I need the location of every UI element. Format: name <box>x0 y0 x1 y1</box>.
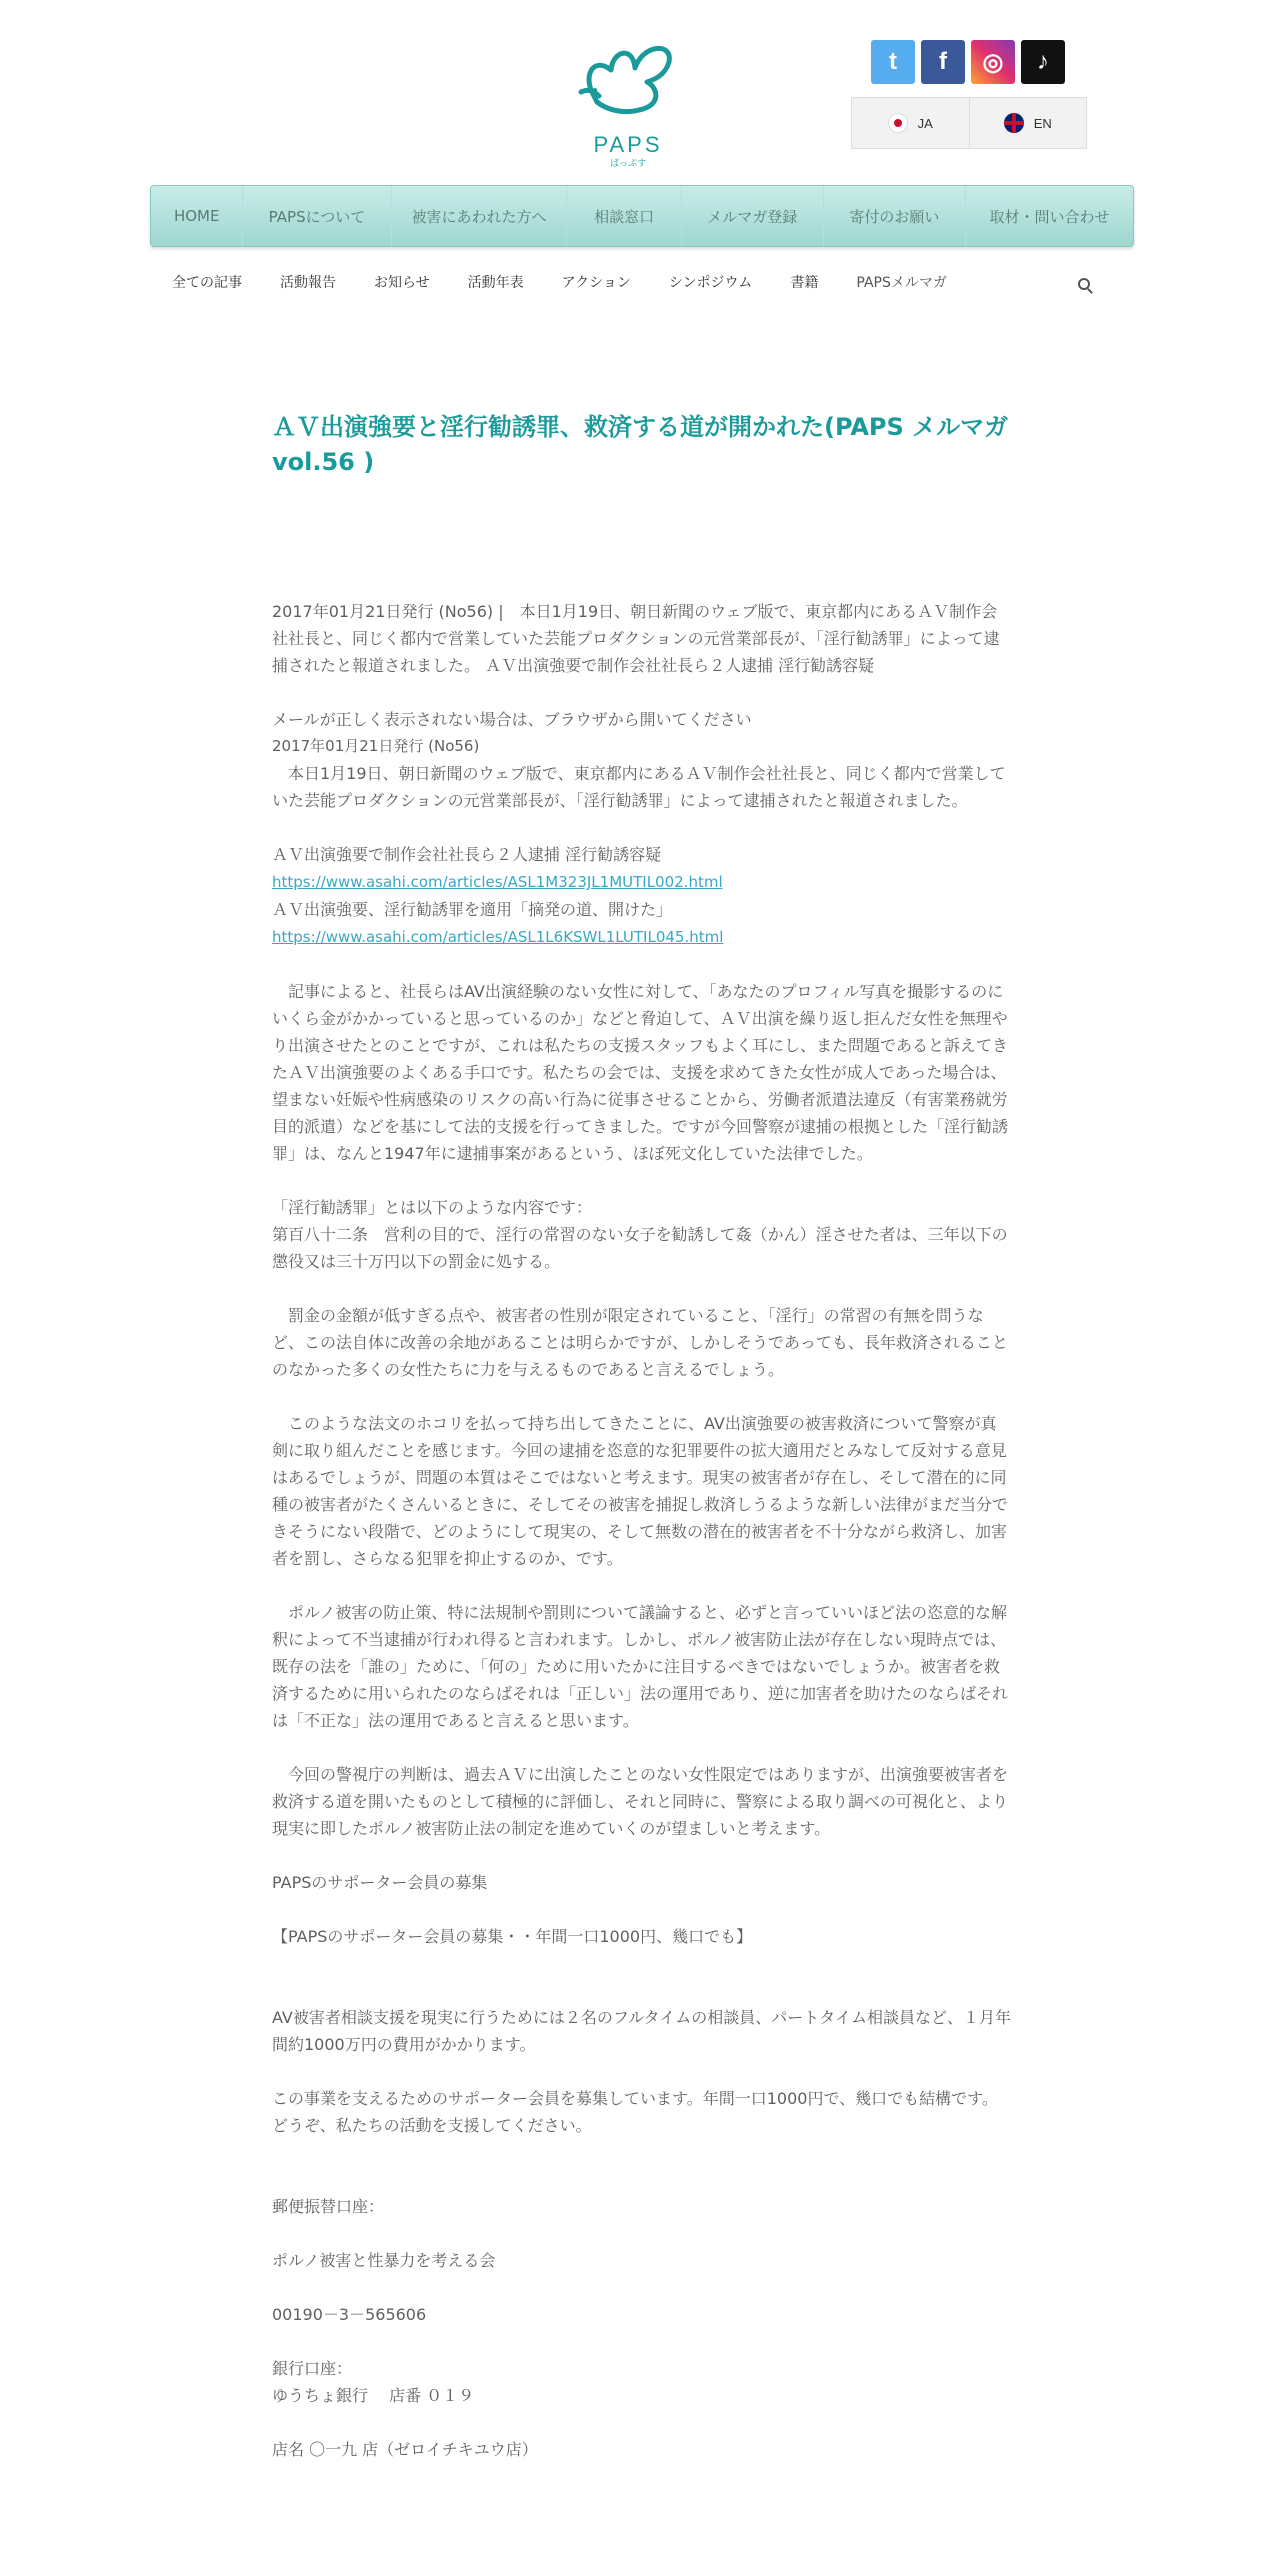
nav-about[interactable]: PAPSについて <box>243 186 391 246</box>
postal-name: ポルノ被害と性暴力を考える会 <box>272 2251 496 2270</box>
dove-icon <box>573 36 683 132</box>
category-symposium[interactable]: シンポジウム <box>668 275 753 291</box>
nav-donation[interactable]: 寄付のお願い <box>824 186 966 246</box>
paragraph: ポルノ被害の防止策、特に法規制や罰則について議論すると、必ずと言っていいほど法の恣意的な解釈によって不当逮捕が行われ得ると言われます。しかし、ポルノ被害防止法が存在しない現時点では、既存の法を「誰の」ために、「何の」ために用いたかに注目するべきではないでしょうか。被害者を救済するために用いられたのならばそれは「正しい」法の運用であり、逆に加害者を助けたのならばそれは「不正な」法の運用であると言えると思います。 <box>272 1603 1009 1730</box>
paps-logo[interactable] <box>568 36 688 169</box>
tiktok-icon[interactable]: ♪ <box>1021 40 1065 84</box>
lang-en-option[interactable] <box>969 98 1087 148</box>
link1-label: ＡＶ出演強要で制作会社社長ら２人逮捕 淫行勧誘容疑 <box>272 845 662 864</box>
article-notice: メールが正しく表示されない場合は、ブラウザから開いてください <box>272 710 752 729</box>
nav-home[interactable]: HOME <box>151 186 243 246</box>
nav-newsletter-signup[interactable]: メルマガ登録 <box>682 186 824 246</box>
lang-ja-option[interactable] <box>852 98 969 148</box>
category-nav <box>172 272 1092 292</box>
article-lead: 本日1月19日、朝日新聞のウェブ版で、東京都内にあるＡＶ制作会社社長と、同じく都内で営業していた芸能プロダクションの元営業部長が、「淫行勧誘罪」によって逮捕されたと報道されました。 <box>272 764 1006 810</box>
link1-url[interactable]: https://www.asahi.com/articles/ASL1M323JL1MUTIL002.html <box>272 873 723 891</box>
paragraph: 罰金の金額が低すぎる点や、被害者の性別が限定されていること、「淫行」の常習の有無を問うなど、この法自体に改善の余地があることは明らかですが、しかしそうであっても、長年救済されることのなかった多くの女性たちに力を与えるものであると言えるでしょう。 <box>272 1306 1008 1379</box>
paragraph: 今回の警視庁の判断は、過去ＡＶに出演したことのない女性限定ではありますが、出演強要被害者を救済する道を開いたものとして積極的に評価し、それと同時に、警察による取り調べの可視化と、より現実に即したポルノ被害防止法の制定を進めていくのが望ましいと考えます。 <box>272 1765 1009 1838</box>
facebook-icon[interactable]: f <box>921 40 965 84</box>
lang-ja-label: JA <box>917 115 933 131</box>
bank-line: ゆうちょ銀行 店番 ０１９ <box>272 2386 475 2405</box>
bank-label: 銀行口座： <box>272 2359 353 2378</box>
brand-subtitle: ぱっぷす <box>609 159 646 169</box>
japan-flag-icon <box>888 113 908 133</box>
category-action[interactable]: アクション <box>561 275 631 291</box>
search-icon[interactable] <box>1078 278 1090 290</box>
supporter-heading: PAPSのサポーター会員の募集 <box>272 1873 488 1892</box>
category-books[interactable]: 書籍 <box>790 275 819 291</box>
bank-branch: 店名 〇一九 店（ゼロイチキユウ店） <box>272 2440 538 2459</box>
link2-url[interactable]: https://www.asahi.com/articles/ASL1L6KSWL1LUTIL045.html <box>272 928 724 946</box>
nav-for-victims[interactable]: 被害にあわれた方へ <box>392 186 568 246</box>
lang-en-label: EN <box>1033 115 1052 131</box>
brand-name: PAPS <box>593 132 663 157</box>
paragraph: このような法文のホコリを払って持ち出してきたことに、AV出演強要の被害救済について警察が真剣に取り組んだことを感じます。今回の逮捕を恣意的な犯罪要件の拡大適用だとみなして反対する意見はあるでしょうが、問題の本質はそこではないと考えます。現実の被害者が存在し、そして潜在的に同種の被害者がたくさんいるときに、そしてその被害を捕捉し救済しうるような新しい法律がまだ当分できそうにない段階で、どのようにして現実の、そして無数の潜在的被害者を不十分ながら救済し、加害者を罰し、さらなる犯罪を抑止するのか、です。 <box>272 1414 1009 1568</box>
category-all[interactable]: 全ての記事 <box>172 275 242 291</box>
category-newsletter[interactable]: PAPSメルマガ <box>856 275 947 291</box>
category-news[interactable]: お知らせ <box>374 275 430 291</box>
uk-flag-icon <box>1004 113 1024 133</box>
link2-label: ＡＶ出演強要、淫行勧誘罪を適用「摘発の道、開けた」 <box>272 900 673 919</box>
article-date: 2017年01月21日発行 (No56) <box>272 737 480 755</box>
twitter-icon[interactable]: t <box>871 40 915 84</box>
main-nav <box>150 185 1134 247</box>
paragraph: 「淫行勧誘罪」とは以下のような内容です： <box>272 1198 593 1217</box>
supporter-subheading: 【PAPSのサポーター会員の募集・・年間一口1000円、幾口でも】 <box>272 1927 753 1946</box>
paragraph: 記事によると、社長らはAV出演経験のない女性に対して、「あなたのプロフィル写真を撮影するのにいくら金がかかっていると思っているのか」などと脅迫して、ＡＶ出演を繰り返し拒んだ女性を無理やり出演させたとのことですが、これは私たちの支援スタッフもよく耳にし、また問題であると訴えてきたＡＶ出演強要のよくある手口です。私たちの会では、支援を求めてきた女性が成人であった場合は、望まない妊娠や性病感染のリスクの高い行為に従事させることから、労働者派遣法違反（有害業務就労目的派遣）などを基にして法的支援を行ってきました。ですが今回警察が逮捕の根拠とした「淫行勧誘罪」は、なんと1947年に逮捕事案があるという、ほぼ死文化していた法律でした。 <box>272 982 1009 1163</box>
nav-consultation[interactable]: 相談窓口 <box>567 186 681 246</box>
paragraph: AV被害者相談支援を現実に行うためには２名のフルタイムの相談員、パートタイム相談員など、１月年間約1000万円の費用がかかります。 <box>272 2008 1011 2054</box>
postal-number: 00190－3－565606 <box>272 2305 427 2324</box>
article-title: ＡＶ出演強要と淫行勧誘罪、救済する道が開かれた(PAPS メルマガ vol.56 ) <box>272 413 1009 476</box>
paragraph: 第百八十二条 営利の目的で、淫行の常習のない女子を勧誘して姦（かん）淫させた者は、三年以下の懲役又は三十万円以下の罰金に処する。 <box>272 1225 1008 1271</box>
language-switcher <box>851 97 1087 149</box>
paragraph: この事業を支えるためのサポーター会員を募集しています。年間一口1000円で、幾口でも結構です。どうぞ、私たちの活動を支援してください。 <box>272 2089 998 2135</box>
article-intro: 2017年01月21日発行 (No56) | 本日1月19日、朝日新聞のウェブ版で、東京都内にあるＡＶ制作会社社長と、同じく都内で営業していた芸能プロダクションの元営業部長が、「淫行勧誘罪」によって逮捕されたと報道されました。 ＡＶ出演強要で制作会社社長ら２人逮捕 淫行勧誘容疑 <box>272 602 1000 675</box>
category-timeline[interactable]: 活動年表 <box>467 275 524 291</box>
article <box>272 410 1012 2463</box>
category-activity-report[interactable]: 活動報告 <box>280 275 336 291</box>
nav-contact[interactable]: 取材・問い合わせ <box>989 207 1110 226</box>
article-body <box>272 598 1012 2463</box>
postal-label: 郵便振替口座： <box>272 2197 385 2216</box>
social-bar <box>871 40 1065 84</box>
instagram-icon[interactable]: ◎ <box>971 40 1015 84</box>
